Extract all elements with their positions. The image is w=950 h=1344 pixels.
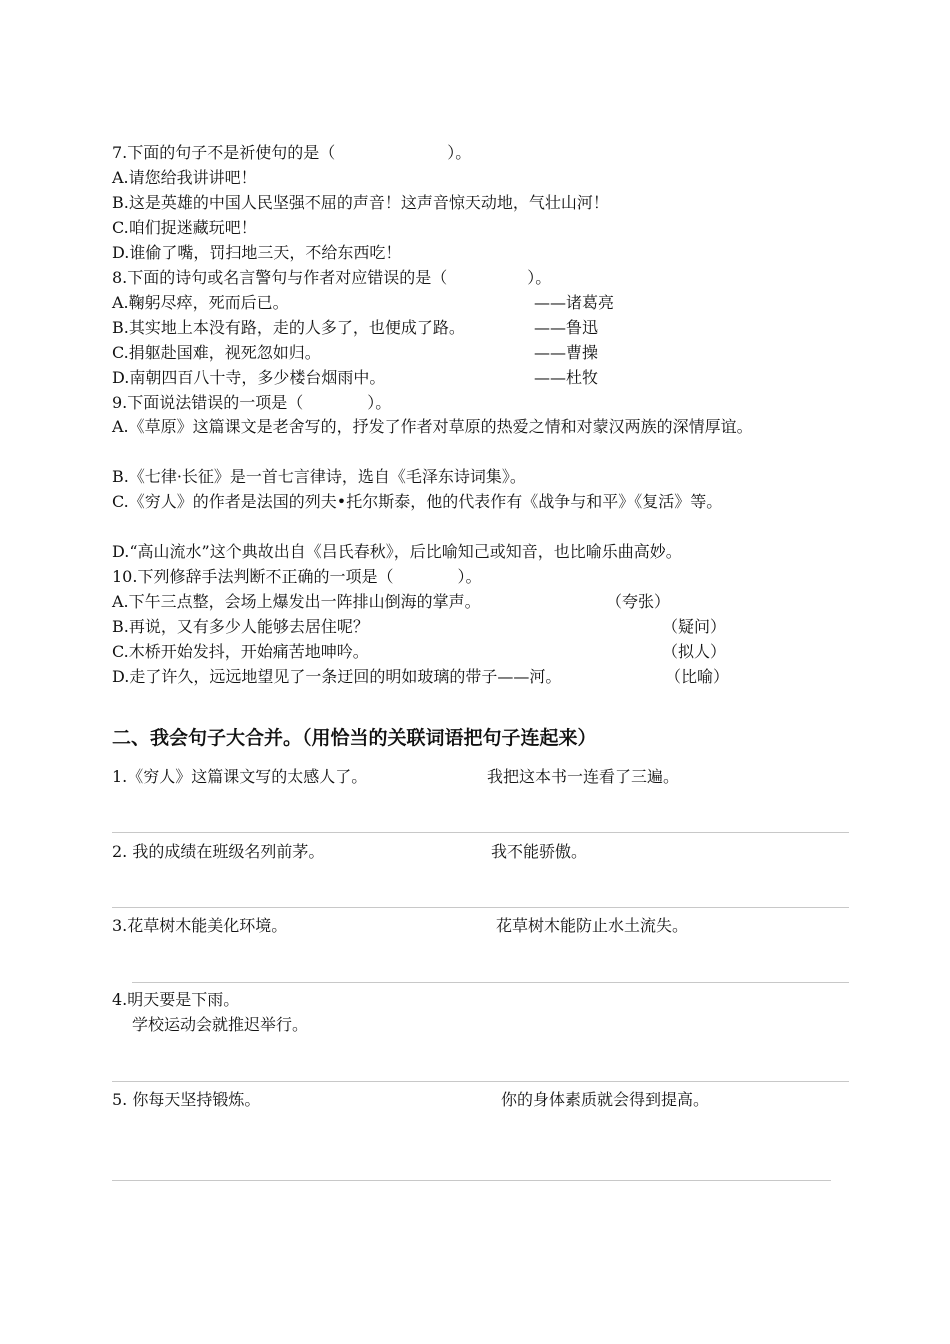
s2-item1-left: 1.《穷人》这篇课文写的太感人了。 [112, 767, 368, 786]
answer-line-1[interactable] [112, 832, 849, 833]
q7-option-d: D.谁偷了嘴，罚扫地三天，不给东西吃！ [112, 243, 402, 262]
s2-item5-right: 你的身体素质就会得到提高。 [501, 1090, 710, 1109]
answer-line-3[interactable] [132, 982, 849, 983]
s2-item4-left: 4.明天要是下雨。 [112, 990, 240, 1009]
q8-option-c-author: ——曹操 [534, 343, 599, 362]
q7-option-c: C.咱们捉迷藏玩吧！ [112, 218, 257, 237]
q10-option-d: D.走了许久，远远地望见了一条迂回的明如玻璃的带子——河。 [112, 667, 562, 686]
q7-stem: 7.下面的句子不是祈使句的是（ ）。 [112, 143, 472, 162]
s2-item5-left: 5. 你每天坚持锻炼。 [112, 1090, 261, 1109]
q9-option-c: C.《穷人》的作者是法国的列夫•托尔斯泰，他的代表作有《战争与和平》《复活》等。 [112, 492, 723, 511]
q8-option-b-author: ——鲁迅 [534, 318, 599, 337]
q8-option-d: D.南朝四百八十寺，多少楼台烟雨中。 [112, 368, 386, 387]
q8-stem: 8.下面的诗句或名言警句与作者对应错误的是（ ）。 [112, 268, 552, 287]
q10-option-c-answer: （拟人） [662, 642, 727, 661]
s2-item2-right: 我不能骄傲。 [491, 842, 588, 861]
q9-option-a: A.《草原》这篇课文是老舍写的，抒发了作者对草原的热爱之情和对蒙汉两族的深情厚谊。 [112, 417, 753, 436]
answer-line-5[interactable] [112, 1180, 831, 1181]
s2-item1-right: 我把这本书一连看了三遍。 [487, 767, 680, 786]
q7-option-b: B.这是英雄的中国人民坚强不屈的声音！这声音惊天动地，气壮山河！ [112, 193, 609, 212]
answer-line-4[interactable] [112, 1081, 849, 1082]
q10-option-d-answer: （比喻） [665, 667, 730, 686]
q8-option-b: B.其实地上本没有路，走的人多了，也便成了路。 [112, 318, 465, 337]
q8-option-a: A.鞠躬尽瘁，死而后已。 [112, 293, 289, 312]
q9-stem: 9.下面说法错误的一项是（ ）。 [112, 393, 392, 412]
q10-option-b-answer: （疑问） [662, 617, 727, 636]
q10-option-a: A.下午三点整，会场上爆发出一阵排山倒海的掌声。 [112, 592, 481, 611]
q10-option-b: B.再说，又有多少人能够去居住呢？ [112, 617, 369, 636]
s2-item3-right: 花草树木能防止水土流失。 [496, 916, 689, 935]
s2-item4-right: 学校运动会就推迟举行。 [132, 1015, 309, 1034]
q7-option-a: A.请您给我讲讲吧！ [112, 168, 257, 187]
q8-option-d-author: ——杜牧 [534, 368, 599, 387]
section-heading: 二、我会句子大合并。（用恰当的关联词语把句子连起来） [112, 727, 597, 749]
q9-option-d: D.“高山流水”这个典故出自《吕氏春秋》，后比喻知己或知音，也比喻乐曲高妙。 [112, 542, 682, 561]
s2-item3-left: 3.花草树木能美化环境。 [112, 916, 288, 935]
q10-option-c: C.木桥开始发抖，开始痛苦地呻吟。 [112, 642, 369, 661]
answer-line-2[interactable] [112, 907, 849, 908]
q10-option-a-answer: （夸张） [606, 592, 671, 611]
q8-option-c: C.捐躯赴国难，视死忽如归。 [112, 343, 321, 362]
q10-stem: 10.下列修辞手法判断不正确的一项是（ ）。 [112, 567, 482, 586]
s2-item2-left: 2. 我的成绩在班级名列前茅。 [112, 842, 325, 861]
q9-option-b: B.《七律·长征》是一首七言律诗，选自《毛泽东诗词集》。 [112, 467, 526, 486]
q8-option-a-author: ——诸葛亮 [534, 293, 615, 312]
